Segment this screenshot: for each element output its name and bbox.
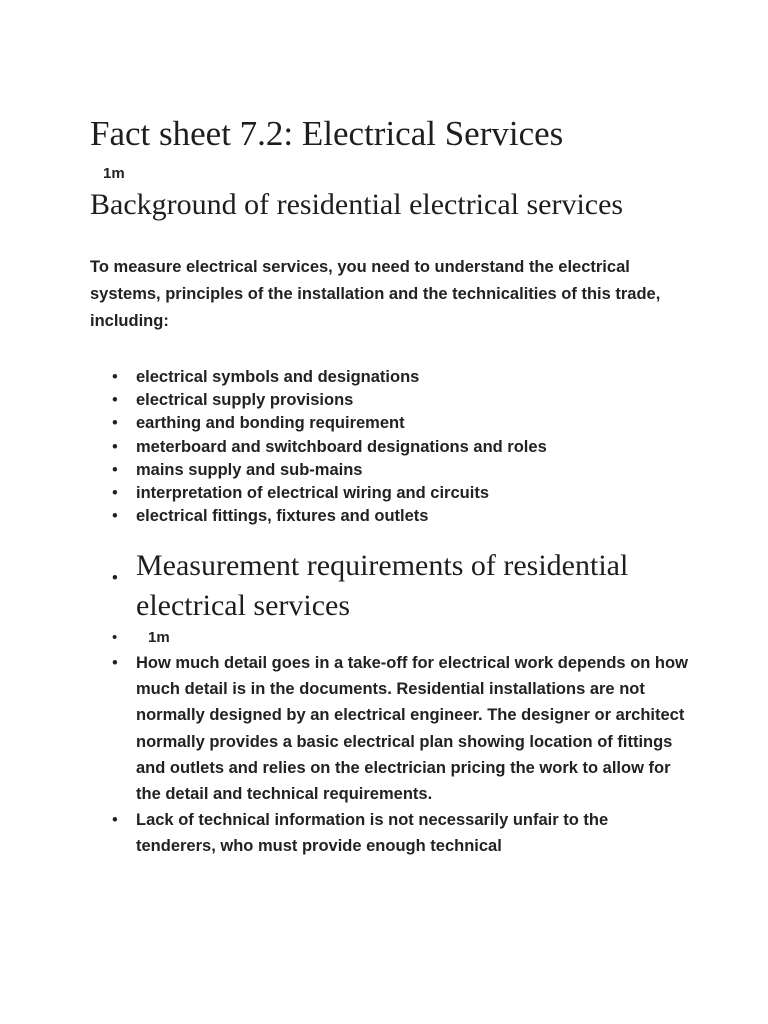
section-heading-background: Background of residential electrical services	[90, 188, 624, 221]
bullet-icon: •	[112, 569, 118, 587]
list-item	[112, 650, 692, 807]
bullet-icon: •	[112, 391, 118, 410]
reading-time-label: 1m	[148, 629, 170, 646]
reading-time-item	[112, 626, 692, 650]
bullet-icon: •	[112, 484, 118, 503]
list-item	[112, 436, 547, 459]
list-item-text: meterboard and switchboard designations and roles	[136, 437, 547, 456]
list-item	[112, 807, 692, 859]
list-item-text: electrical symbols and designations	[136, 368, 420, 386]
bullet-icon: •	[112, 460, 118, 479]
list-item	[112, 459, 547, 482]
list-item-text: electrical supply provisions	[136, 391, 354, 410]
bullet-icon: •	[112, 507, 118, 526]
list-item	[112, 412, 547, 435]
bullet-icon: •	[112, 414, 118, 433]
list-item	[112, 366, 547, 389]
requirements-list	[112, 366, 547, 528]
list-item-text: electrical fittings, fixtures and outlets	[136, 507, 429, 526]
list-item-text: interpretation of electrical wiring and circuits	[136, 484, 489, 503]
reading-time-label: 1m	[103, 165, 125, 182]
section-heading-measurement	[112, 546, 692, 626]
bullet-icon: •	[112, 654, 118, 672]
page-title: Fact sheet 7.2: Electrical Services	[90, 114, 564, 153]
paragraph-text: Lack of technical information is not necessarily unfair to the tenderers, who must provide enough technical	[136, 811, 609, 856]
measurement-section-list	[112, 546, 692, 860]
intro-paragraph: To measure electrical services, you need to understand the electrical systems, principles of the installation and the technicalities of this trade, including:	[90, 258, 661, 330]
section-heading-text: Measurement requirements of residential electrical services	[136, 549, 629, 622]
list-item	[112, 482, 547, 505]
list-item-text: earthing and bonding requirement	[136, 414, 405, 433]
list-item	[112, 389, 547, 412]
list-item	[112, 505, 547, 528]
bullet-icon: •	[112, 437, 118, 456]
paragraph-text: How much detail goes in a take-off for electrical work depends on how much detail is in the documents. Residential installations are not normally designed by an electrical engineer. The designer or architect normally provides a basic electrical plan showing location of fittings and outlets and relies on the electrician pricing the work to allow for the detail and technical requirements.	[136, 654, 688, 804]
bullet-icon: •	[112, 629, 118, 646]
bullet-icon: •	[112, 811, 118, 830]
list-item-text: mains supply and sub-mains	[136, 460, 363, 479]
bullet-icon: •	[112, 368, 118, 386]
